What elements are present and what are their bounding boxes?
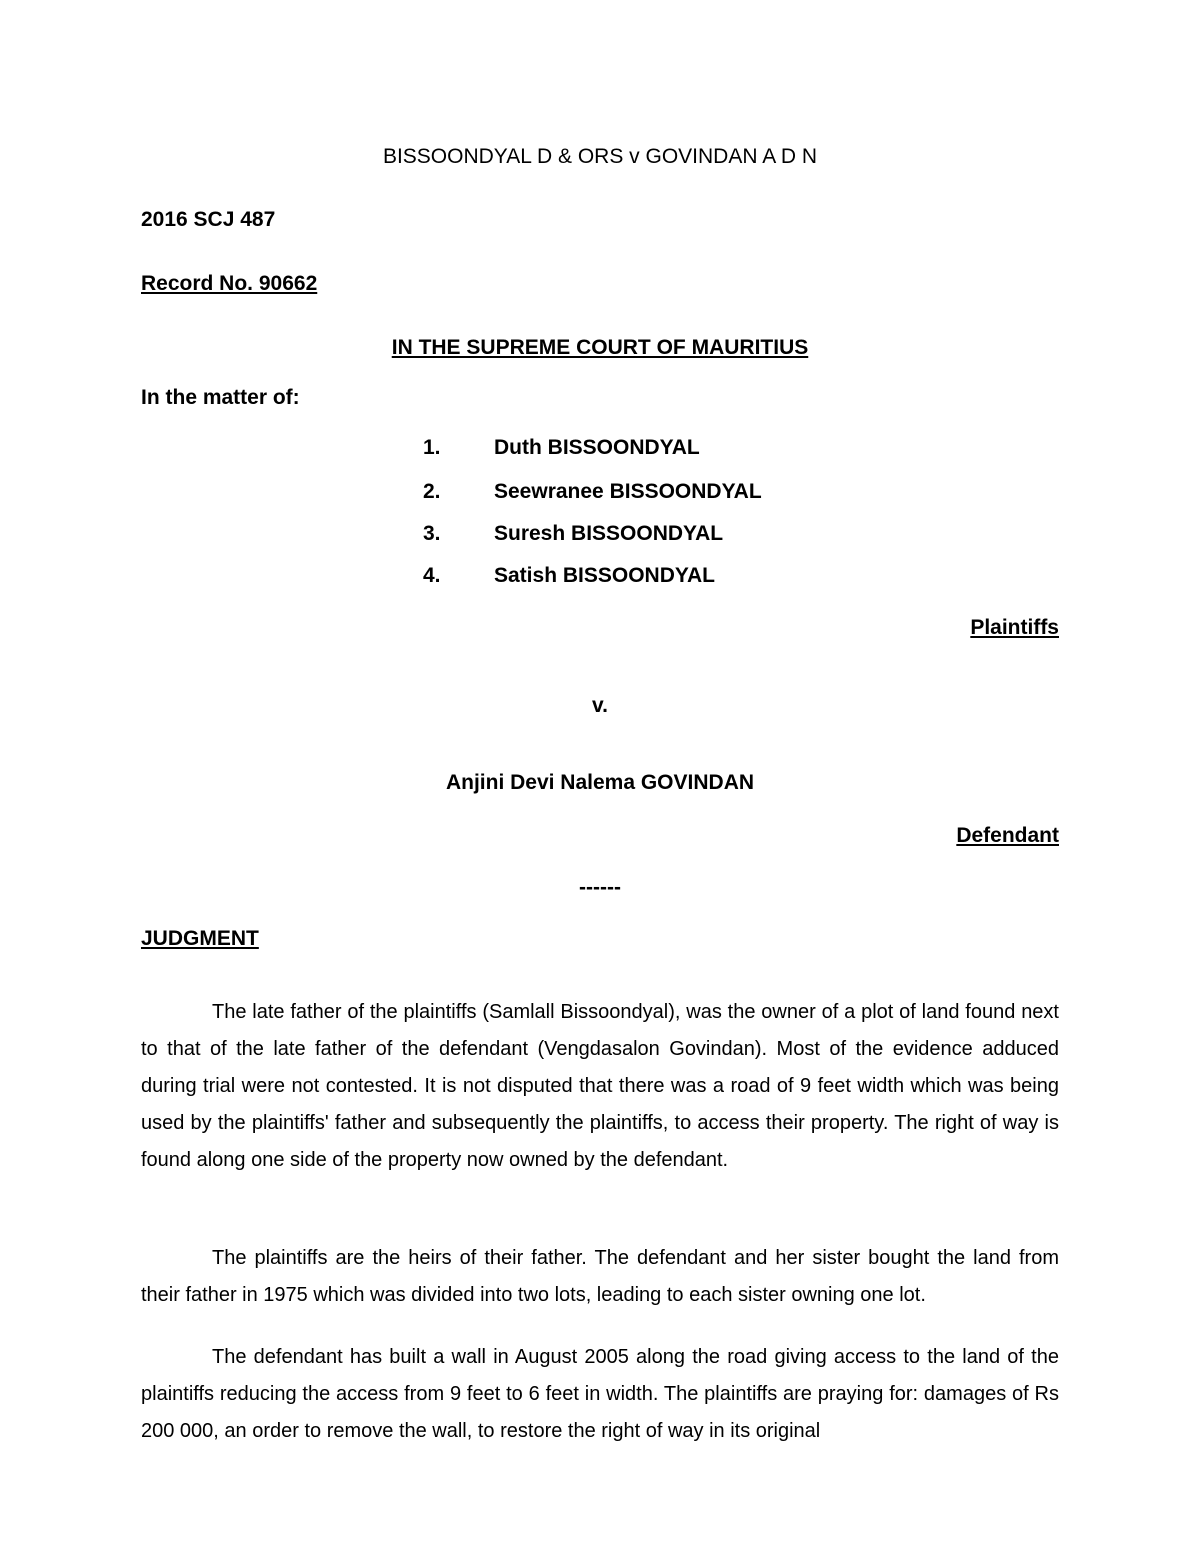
- plaintiff-number: 1.: [423, 436, 441, 459]
- court-name: IN THE SUPREME COURT OF MAURITIUS: [391, 336, 809, 359]
- separator: ------: [579, 876, 621, 899]
- plaintiffs-label: Plaintiffs: [970, 616, 1059, 639]
- versus: v.: [592, 694, 608, 717]
- citation: 2016 SCJ 487: [141, 208, 276, 231]
- record-number: Record No. 90662: [141, 272, 318, 295]
- plaintiff-number: 2.: [423, 480, 441, 503]
- judgment-paragraph-1: The late father of the plaintiffs (Samlall Bissoondyal), was the owner of a plot of land found next to that of the late father of the defendant (Vengdasalon Govindan). Most of the evidence adduced during trial were not contested. It is not disputed that there was a road of 9 feet width which was being used by the plaintiffs' father and subsequently the plaintiffs, to access their property. The right of way is found along one side of the property now owned by the defendant.: [141, 1001, 1059, 1171]
- plaintiff-name: Seewranee BISSOONDYAL: [494, 480, 762, 503]
- plaintiff-number: 4.: [423, 564, 441, 587]
- defendant-name: Anjini Devi Nalema GOVINDAN: [445, 771, 755, 794]
- matter-of-label: In the matter of:: [141, 386, 300, 409]
- defendant-label: Defendant: [956, 824, 1059, 847]
- plaintiff-name: Satish BISSOONDYAL: [494, 564, 715, 587]
- judgment-paragraph-2: The plaintiffs are the heirs of their father. The defendant and her sister bought the land from their father in 1975 which was divided into two lots, leading to each sister owning one lot.: [141, 1247, 1059, 1306]
- judgment-paragraph-3: The defendant has built a wall in August 2005 along the road giving access to the land of the plaintiffs reducing the access from 9 feet to 6 feet in width. The plaintiffs are praying for: damages of Rs 200 000, an order to remove the wall, to restore the right of way in its original: [141, 1346, 1059, 1442]
- plaintiff-name: Duth BISSOONDYAL: [494, 436, 700, 459]
- plaintiff-name: Suresh BISSOONDYAL: [494, 522, 724, 545]
- judgment-heading: JUDGMENT: [141, 927, 259, 950]
- plaintiff-number: 3.: [423, 522, 441, 545]
- case-title: BISSOONDYAL D & ORS v GOVINDAN A D N: [382, 145, 818, 168]
